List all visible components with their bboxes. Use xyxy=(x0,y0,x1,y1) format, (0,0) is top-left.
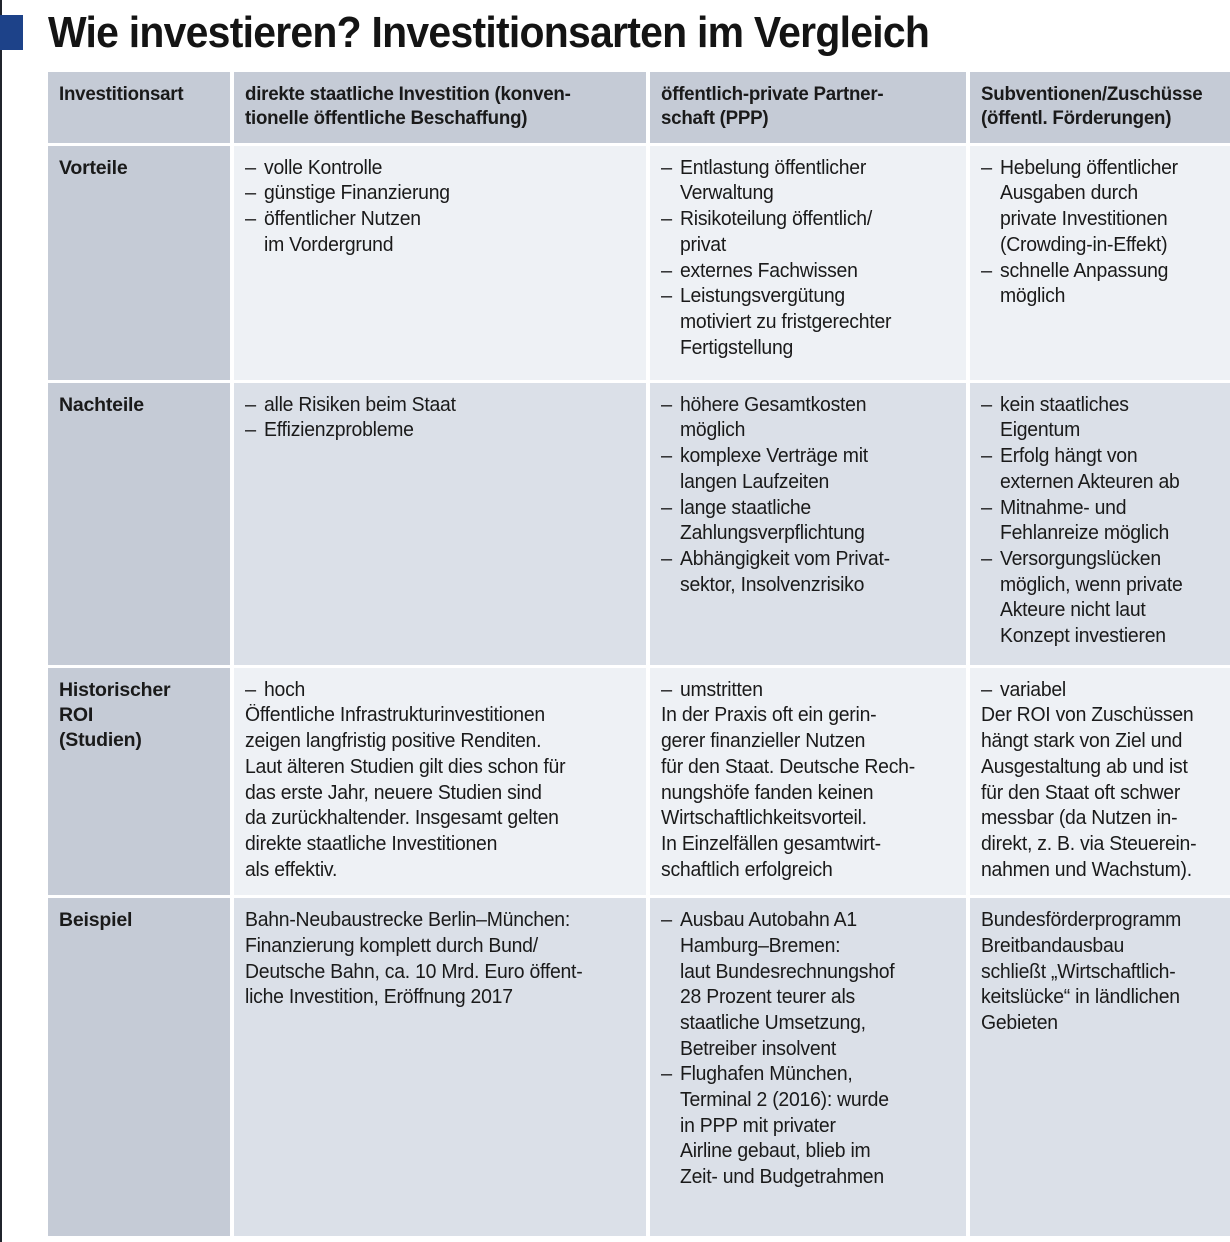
bullet-line: – komplexe Verträge mit xyxy=(680,445,868,468)
bullet-line: möglich xyxy=(1000,285,1066,308)
bullet-item xyxy=(245,393,635,419)
column-header-line: Subventionen/Zuschüsse xyxy=(981,83,1203,105)
bullet-item xyxy=(661,678,955,704)
bullet-list xyxy=(661,908,955,1191)
paragraph-line: Laut älteren Studien gilt dies schon für xyxy=(245,755,566,778)
bullet-item xyxy=(661,207,955,258)
row-label-line: Beispiel xyxy=(59,909,133,932)
bullet-line: – Risikoteilung öffentlich/ xyxy=(680,208,873,231)
bullet-line: – Effizienzprobleme xyxy=(264,419,414,442)
paragraph-line: messbar (da Nutzen in- xyxy=(981,807,1178,830)
bullet-item xyxy=(245,418,635,444)
bullet-line: staatliche Umsetzung, xyxy=(680,1012,866,1034)
page-title-text: Wie investieren? Investitionsarten im Vergleich xyxy=(48,7,930,57)
bullet-line: Fertigstellung xyxy=(680,336,794,359)
column-header-4 xyxy=(970,72,1230,143)
paragraph-line: Ausgestaltung ab und ist xyxy=(981,755,1188,778)
bullet-line: – Leistungsvergütung xyxy=(680,285,845,308)
bullet-list xyxy=(661,678,955,704)
paragraph-block xyxy=(661,703,955,883)
bullet-line: Akteure nicht laut xyxy=(1000,599,1146,622)
paragraph-line: für den Staat oft schwer xyxy=(981,781,1181,804)
bullet-list xyxy=(981,678,1230,704)
bullet-list xyxy=(981,156,1230,310)
bullet-item xyxy=(245,678,635,704)
bullet-line: Betreiber insolvent xyxy=(680,1037,837,1060)
paragraph-line: Bahn-Neubaustrecke Berlin–München: xyxy=(245,909,570,932)
paragraph-line: Gebieten xyxy=(981,1012,1058,1034)
bullet-line: (Crowding-in-Effekt) xyxy=(1000,233,1168,256)
bullet-item xyxy=(981,678,1230,704)
bullet-line: laut Bundesrechnungshof xyxy=(680,960,895,983)
bullet-list xyxy=(981,393,1230,650)
column-header-line: Investitionsart xyxy=(59,83,184,105)
row-label-1 xyxy=(48,146,230,380)
paragraph-line: In Einzelfällen gesamtwirt- xyxy=(661,832,881,855)
bullet-line: im Vordergrund xyxy=(264,233,394,256)
table-row xyxy=(48,146,1230,380)
bullet-item xyxy=(661,1062,955,1190)
bullet-line: Konzept investieren xyxy=(1000,624,1166,647)
bullet-item xyxy=(661,393,955,444)
cell-r2-c1 xyxy=(234,383,646,665)
row-label-line: Historischer xyxy=(59,678,171,701)
paragraph-line: schaftlich erfolgreich xyxy=(661,858,833,881)
paragraph-line: schließt „Wirtschaftlich- xyxy=(981,960,1176,983)
row-label-line: Vorteile xyxy=(59,156,128,179)
bullet-line: privat xyxy=(680,233,726,256)
paragraph-line: direkte staatliche Investitionen xyxy=(245,832,498,855)
paragraph-line: Finanzierung komplett durch Bund/ xyxy=(245,934,538,957)
paragraph-line: das erste Jahr, neuere Studien sind xyxy=(245,781,542,804)
bullet-line: Ausgaben durch xyxy=(1000,182,1138,205)
row-label-2 xyxy=(48,383,230,665)
bullet-line: Hamburg–Bremen: xyxy=(680,934,841,957)
column-header-line: direkte staatliche Investition (konven- xyxy=(245,83,571,105)
bullet-line: – hoch xyxy=(264,678,306,701)
paragraph-line: als effektiv. xyxy=(245,858,338,881)
column-header-line: öffentlich-private Partner- xyxy=(661,83,884,105)
paragraph-line: Bundesförderprogramm xyxy=(981,909,1182,932)
paragraph-line: In der Praxis oft ein gerin- xyxy=(661,704,877,727)
cell-r1-c1 xyxy=(234,146,646,380)
cell-r4-c1 xyxy=(234,898,646,1236)
column-header-line: schaft (PPP) xyxy=(661,107,769,130)
paragraph-line: Deutsche Bahn, ca. 10 Mrd. Euro öffent- xyxy=(245,960,583,983)
bullet-line: – Abhängigkeit vom Privat- xyxy=(680,547,890,570)
table-row xyxy=(48,898,1230,1236)
column-header-line: tionelle öffentliche Beschaffung) xyxy=(245,107,528,130)
bullet-line: – volle Kontrolle xyxy=(264,156,383,179)
bullet-item xyxy=(981,259,1230,310)
column-header-2 xyxy=(234,72,646,143)
row-label-line: Nachteile xyxy=(59,393,144,416)
paragraph-line: nungshöfe fanden keinen xyxy=(661,781,874,804)
bullet-line: Verwaltung xyxy=(680,182,774,205)
paragraph-line: direkt, z. B. via Steuerein- xyxy=(981,832,1197,855)
bullet-line: – kein staatliches xyxy=(1000,393,1129,416)
column-header-1 xyxy=(48,72,230,143)
paragraph-line: Öffentliche Infrastrukturinvestitionen xyxy=(245,704,545,727)
bullet-line: Terminal 2 (2016): wurde xyxy=(680,1089,889,1112)
table-row xyxy=(48,383,1230,665)
bullet-line: – Hebelung öffentlicher xyxy=(1000,156,1178,179)
cell-r1-c3 xyxy=(970,146,1230,380)
paragraph-line: Der ROI von Zuschüssen xyxy=(981,704,1194,727)
row-label-4 xyxy=(48,898,230,1236)
bullet-line: Airline gebaut, blieb im xyxy=(680,1140,871,1163)
bullet-item xyxy=(981,496,1230,547)
bullet-line: – Flughafen München, xyxy=(680,1063,853,1086)
bullet-line: – Versorgungslücken xyxy=(1000,547,1161,570)
bullet-item xyxy=(661,259,955,285)
paragraph-block xyxy=(981,703,1230,883)
bullet-line: – variabel xyxy=(1000,678,1067,701)
row-label-line: ROI xyxy=(59,703,94,726)
bullet-item xyxy=(245,156,635,182)
bullet-line: – alle Risiken beim Staat xyxy=(264,393,456,416)
bullet-item xyxy=(981,393,1230,444)
row-label-3 xyxy=(48,668,230,896)
paragraph-line: für den Staat. Deutsche Rech- xyxy=(661,755,915,778)
bullet-item xyxy=(661,547,955,598)
bullet-line: Zahlungsverpflichtung xyxy=(680,522,865,545)
bullet-item xyxy=(661,284,955,361)
bullet-list xyxy=(245,156,635,259)
bullet-line: möglich, wenn private xyxy=(1000,573,1183,596)
paragraph-block xyxy=(245,908,635,1011)
column-header-line: (öffentl. Förderungen) xyxy=(981,107,1172,130)
bullet-item xyxy=(661,444,955,495)
paragraph-line: Breitbandausbau xyxy=(981,934,1125,957)
cell-r3-c3 xyxy=(970,668,1230,896)
cell-r3-c2 xyxy=(650,668,966,896)
bullet-line: Fehlanreize möglich xyxy=(1000,522,1170,545)
paragraph-line: liche Investition, Eröffnung 2017 xyxy=(245,986,513,1009)
bullet-line: langen Laufzeiten xyxy=(680,470,830,493)
bullet-line: Zeit- und Budgetrahmen xyxy=(680,1166,884,1189)
paragraph-line: gerer finanzieller Nutzen xyxy=(661,730,866,753)
bullet-line: – Entlastung öffentlicher xyxy=(680,156,867,179)
bullet-item xyxy=(661,156,955,207)
bullet-line: – höhere Gesamtkosten xyxy=(680,393,867,416)
comparison-table xyxy=(44,69,1230,1239)
brand-square-icon xyxy=(0,15,23,50)
bullet-list xyxy=(245,393,635,444)
bullet-line: – schnelle Anpassung xyxy=(1000,259,1169,282)
bullet-list xyxy=(661,156,955,362)
bullet-line: – lange staatliche xyxy=(680,496,811,519)
row-label-line: (Studien) xyxy=(59,728,142,751)
table-row xyxy=(48,668,1230,896)
column-header-3 xyxy=(650,72,966,143)
cell-r4-c3 xyxy=(970,898,1230,1236)
bullet-line: in PPP mit privater xyxy=(680,1114,836,1137)
paragraph-line: zeigen langfristig positive Renditen. xyxy=(245,730,542,753)
paragraph-block xyxy=(981,908,1230,1036)
bullet-line: möglich xyxy=(680,419,746,442)
comparison-table-wrapper xyxy=(48,72,1230,1242)
bullet-list xyxy=(245,678,635,704)
cell-r3-c1 xyxy=(234,668,646,896)
bullet-line: – umstritten xyxy=(680,678,763,701)
bullet-item xyxy=(661,908,955,1062)
bullet-item xyxy=(981,156,1230,259)
paragraph-block xyxy=(245,703,635,883)
bullet-item xyxy=(981,547,1230,650)
bullet-line: – Ausbau Autobahn A1 xyxy=(680,909,857,932)
paragraph-line: hängt stark von Ziel und xyxy=(981,730,1183,753)
bullet-item xyxy=(245,207,635,258)
bullet-line: externen Akteuren ab xyxy=(1000,470,1180,493)
bullet-line: – externes Fachwissen xyxy=(680,259,858,282)
bullet-item xyxy=(981,444,1230,495)
paragraph-line: nahmen und Wachstum). xyxy=(981,858,1192,881)
cell-r2-c2 xyxy=(650,383,966,665)
table-header-row xyxy=(48,72,1230,143)
bullet-line: motiviert zu fristgerechter xyxy=(680,310,892,333)
bullet-line: – Erfolg hängt von xyxy=(1000,445,1138,468)
bullet-line: – günstige Finanzierung xyxy=(264,182,450,205)
paragraph-line: da zurückhaltender. Insgesamt gelten xyxy=(245,807,559,830)
page-title xyxy=(48,4,1228,62)
bullet-line: – öffentlicher Nutzen xyxy=(264,208,421,231)
paragraph-line: keitslücke“ in ländlichen xyxy=(981,986,1180,1009)
cell-r4-c2 xyxy=(650,898,966,1236)
cell-r1-c2 xyxy=(650,146,966,380)
left-rail-divider xyxy=(0,0,2,1242)
bullet-list xyxy=(661,393,955,599)
bullet-line: Eigentum xyxy=(1000,419,1081,442)
bullet-item xyxy=(661,496,955,547)
paragraph-line: Wirtschaftlichkeitsvorteil. xyxy=(661,807,867,830)
cell-r2-c3 xyxy=(970,383,1230,665)
bullet-item xyxy=(245,181,635,207)
bullet-line: – Mitnahme- und xyxy=(1000,496,1127,519)
bullet-line: private Investitionen xyxy=(1000,208,1168,231)
bullet-line: sektor, Insolvenzrisiko xyxy=(680,573,865,596)
bullet-line: 28 Prozent teurer als xyxy=(680,986,855,1009)
